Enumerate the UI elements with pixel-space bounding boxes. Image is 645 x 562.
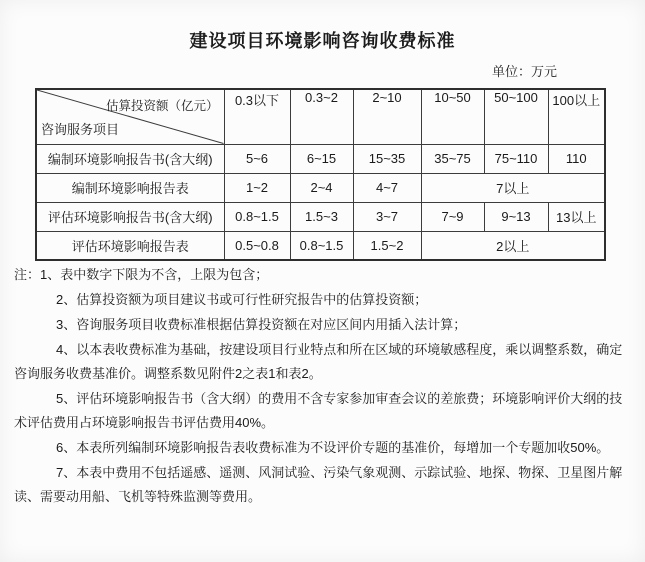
column-header: 10~50 xyxy=(421,89,484,144)
table-row xyxy=(36,144,605,173)
column-header: 50~100 xyxy=(484,89,548,144)
fee-cell: 15~35 xyxy=(353,144,421,173)
note-item: 6、本表所列编制环境影响报告表收费标准为不设评价专题的基准价，每增加一个专题加收50%。 xyxy=(56,440,610,455)
fee-cell-merged: 2以上 xyxy=(421,231,605,260)
table-row xyxy=(36,173,605,202)
fee-cell: 1~2 xyxy=(224,173,290,202)
note-item: 4、以本表收费标准为基础，按建设项目行业特点和所在区域的环境敏感程度，乘以调整系数，确定咨询服务收费基准价。调整系数见附件2之表1和表2。 xyxy=(14,342,623,381)
fee-cell: 0.5~0.8 xyxy=(224,231,290,260)
fee-cell: 2~4 xyxy=(290,173,353,202)
note-item: 5、评估环境影响报告书（含大纲）的费用不含专家参加审查会议的差旅费；环境影响评价大纲的技术评估费用占环境影响报告书评估费用40%。 xyxy=(14,391,623,430)
column-header: 100以上 xyxy=(548,89,605,144)
fee-cell: 3~7 xyxy=(353,202,421,231)
note-item xyxy=(14,263,634,287)
unit-label: 单位：万元 xyxy=(491,64,557,79)
fee-cell: 35~75 xyxy=(421,144,484,173)
table-row xyxy=(36,231,605,260)
column-header: 0.3~2 xyxy=(290,89,353,144)
row-label: 编制环境影响报告书(含大纲) xyxy=(36,144,224,173)
row-label: 评估环境影响报告表 xyxy=(36,231,224,260)
row-label: 编制环境影响报告表 xyxy=(36,173,224,202)
column-header: 2~10 xyxy=(353,89,421,144)
column-header: 0.3以下 xyxy=(224,89,290,144)
corner-label-investment: 估算投资额（亿元） xyxy=(105,99,219,113)
fee-cell: 9~13 xyxy=(484,202,548,231)
fee-cell: 6~15 xyxy=(290,144,353,173)
notes-prefix: 注： xyxy=(14,267,41,282)
notes-section xyxy=(14,263,634,510)
page-title: 建设项目环境影响咨询收费标准 xyxy=(189,31,456,51)
note-item: 7、本表中费用不包括遥感、遥测、风洞试验、污染气象观测、示踪试验、地探、物探、卫星图片解读、需要动用船、飞机等特殊监测等费用。 xyxy=(14,465,623,504)
header-row xyxy=(36,89,605,144)
fee-cell: 7~9 xyxy=(421,202,484,231)
table-row xyxy=(36,202,605,231)
note-item: 3、咨询服务项目收费标准根据估算投资额在对应区间内用插入法计算； xyxy=(56,317,467,332)
fee-cell: 0.8~1.5 xyxy=(290,231,353,260)
fee-cell: 1.5~3 xyxy=(290,202,353,231)
row-label: 评估环境影响报告书(含大纲) xyxy=(36,202,224,231)
fee-standard-table xyxy=(35,88,606,261)
corner-label-service: 咨询服务项目 xyxy=(41,121,120,137)
fee-cell: 110 xyxy=(548,144,605,173)
note-item: 2、估算投资额为项目建议书或可行性研究报告中的估算投资额； xyxy=(56,292,428,307)
fee-cell: 5~6 xyxy=(224,144,290,173)
fee-cell: 4~7 xyxy=(353,173,421,202)
fee-cell-merged: 7以上 xyxy=(421,173,605,202)
fee-cell: 1.5~2 xyxy=(353,231,421,260)
fee-cell: 0.8~1.5 xyxy=(224,202,290,231)
fee-cell: 75~110 xyxy=(484,144,548,173)
note-text: 1、表中数字下限为不含，上限为包含； xyxy=(40,267,269,282)
corner-cell xyxy=(36,89,224,144)
fee-cell: 13以上 xyxy=(548,202,605,231)
